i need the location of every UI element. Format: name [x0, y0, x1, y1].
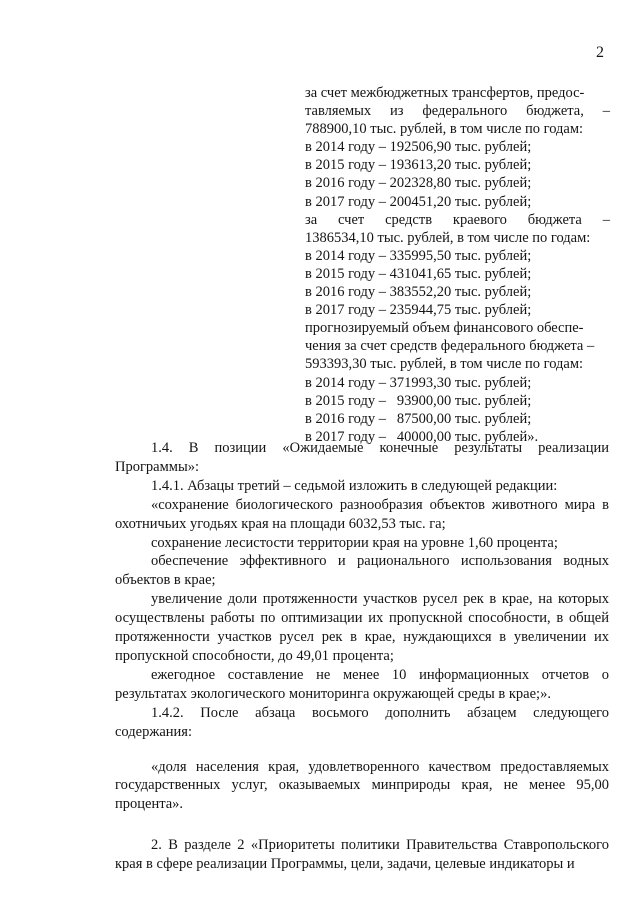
- paragraph: «сохранение биологического разнообразия объектов животного мира в охотничьих угодьях края на площади 6032,53 тыс. га;: [115, 496, 609, 532]
- funding-line: прогнозируемый объем финансового обеспе-: [305, 320, 584, 337]
- funding-line: в 2017 году – 235944,75 тыс. рублей;: [305, 302, 532, 319]
- funding-line: за счет средств краевого бюджета –: [305, 211, 610, 228]
- funding-line: в 2016 году – 87500,00 тыс. рублей;: [305, 410, 532, 427]
- paragraph: 2. В разделе 2 «Приоритеты политики Правительства Ставропольского края в сфере реализации Программы, цели, задачи, целевые индикаторы и: [115, 837, 609, 873]
- funding-block: [305, 84, 610, 446]
- funding-line: в 2015 году – 193613,20 тыс. рублей;: [305, 157, 532, 174]
- funding-line: в 2016 году – 383552,20 тыс. рублей;: [305, 284, 532, 301]
- paragraph: 1.4.1. Абзацы третий – седьмой изложить в следующей редакции:: [151, 477, 558, 494]
- paragraph: «доля населения края, удовлетворенного качеством предоставляемых государственных услуг, оказываемых минприроды края, не менее 95,00 процента».: [115, 758, 609, 813]
- paragraph: обеспечение эффективного и рационального использования водных объектов в крае;: [115, 553, 609, 589]
- funding-line: в 2014 году – 335995,50 тыс. рублей;: [305, 247, 532, 264]
- paragraph-gap: [115, 742, 609, 758]
- funding-line: в 2017 году – 40000,00 тыс. рублей».: [305, 428, 539, 445]
- funding-line: в 2015 году – 431041,65 тыс. рублей;: [305, 265, 532, 282]
- paragraph: ежегодное составление не менее 10 информационных отчетов о результатах экологического мониторинга окружающей среды в крае;».: [115, 666, 609, 702]
- paragraph: 1.4. В позиции «Ожидаемые конечные результаты реализации Программы»:: [115, 440, 609, 475]
- page-number: 2: [596, 44, 604, 61]
- funding-line: в 2016 году – 202328,80 тыс. рублей;: [305, 175, 532, 192]
- paragraph: сохранение лесистости территории края на уровне 1,60 процента;: [151, 534, 558, 551]
- paragraph: 1.4.2. После абзаца восьмого дополнить абзацем следующего содержания:: [115, 704, 609, 740]
- funding-line: в 2014 году – 371993,30 тыс. рублей;: [305, 374, 532, 391]
- funding-line: в 2015 году – 93900,00 тыс. рублей;: [305, 392, 532, 409]
- funding-line: чения за счет средств федерального бюджета –: [305, 338, 595, 355]
- funding-line: за счет межбюджетных трансфертов, предос-: [305, 85, 585, 101]
- paragraph: увеличение доли протяженности участков русел рек в крае, на которых осуществлены работы по оптимизации их пропускной способности, в общей протяженности участков русел рек в крае, нуждающихся в увеличении их пропускной способности, до 49,01 процента;: [115, 591, 609, 664]
- funding-line: тавляемых из федерального бюджета, –: [305, 103, 610, 120]
- funding-line: в 2017 году – 200451,20 тыс. рублей;: [305, 193, 532, 210]
- funding-line: 593393,30 тыс. рублей, в том числе по годам:: [305, 356, 584, 373]
- funding-line: в 2014 году – 192506,90 тыс. рублей;: [305, 139, 532, 156]
- document-body: [115, 439, 609, 874]
- paragraph-gap: [115, 814, 609, 836]
- funding-line: 1386534,10 тыс. рублей, в том числе по годам:: [305, 229, 591, 246]
- funding-line: 788900,10 тыс. рублей, в том числе по годам:: [305, 121, 584, 138]
